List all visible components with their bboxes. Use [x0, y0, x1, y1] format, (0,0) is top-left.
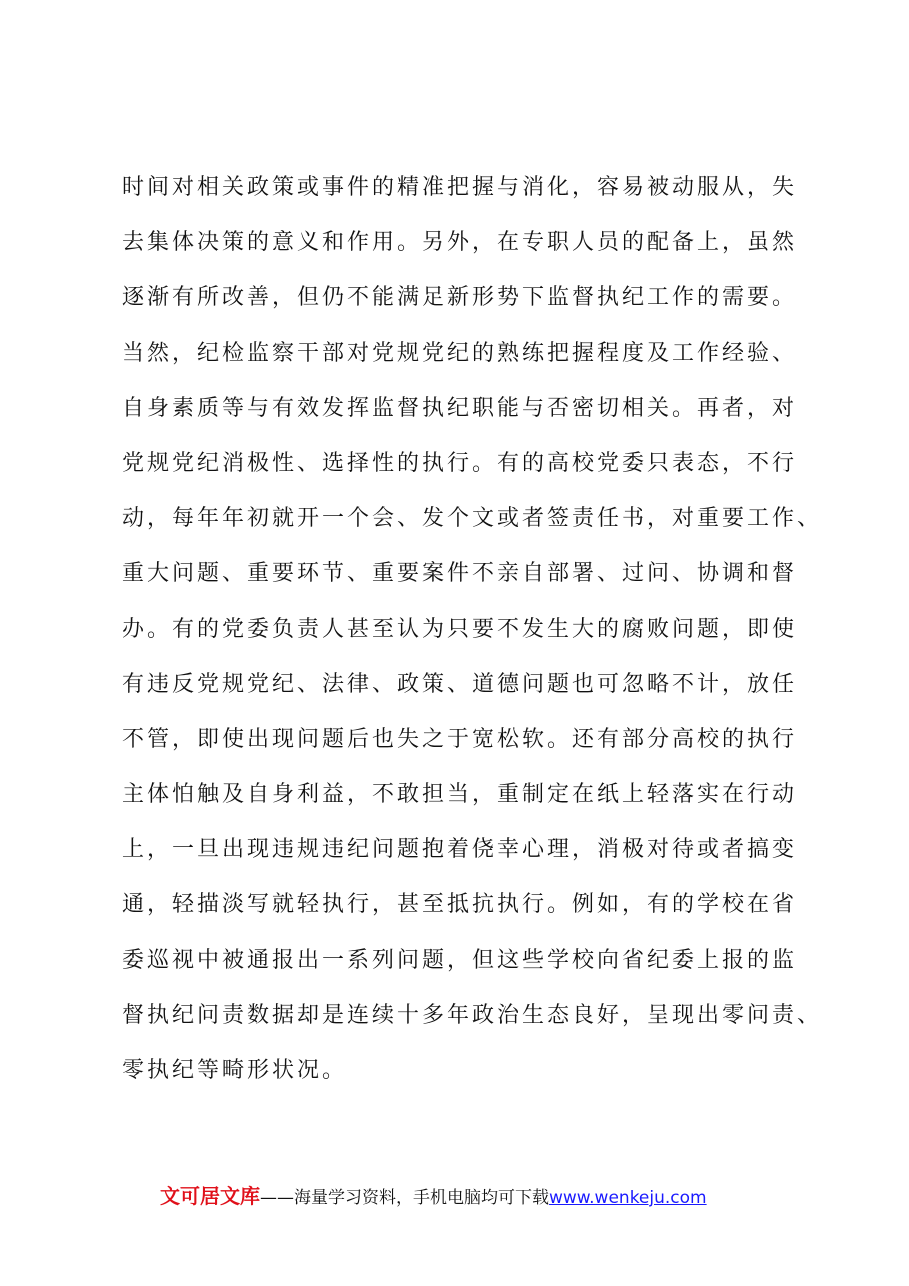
- text-line: 去集体决策的意义和作用。另外，在专职人员的配备上，虽然: [122, 230, 798, 256]
- text-line: 时间对相关政策或事件的精准把握与消化，容易被动服从，失: [122, 175, 798, 200]
- text-line: 办。有的党委负责人甚至认为只要不发生大的腐败问题，即使: [122, 616, 798, 642]
- text-line: 委巡视中被通报出一系列问题，但这些学校向省纪委上报的监: [122, 947, 798, 973]
- text-line: 逐渐有所改善，但仍不能满足新形势下监督执纪工作的需要。: [122, 285, 798, 311]
- text-line: 主体怕触及自身利益，不敢担当，重制定在纸上轻落实在行动: [122, 782, 798, 808]
- text-line: 不管，即使出现问题后也失之于宽松软。还有部分高校的执行: [122, 726, 798, 752]
- text-line: 上，一旦出现违规违纪问题抱着侥幸心理，消极对待或者搞变: [122, 837, 798, 863]
- website-link[interactable]: www.wenkeju.com: [549, 1188, 707, 1208]
- footer-banner: [160, 1180, 860, 1212]
- text-line: 动，每年年初就开一个会、发个文或者签责任书，对重要工作、: [122, 506, 823, 532]
- text-line: 督执纪问责数据却是连续十多年政治生态良好，呈现出零问责、: [122, 1002, 823, 1028]
- text-line: 有违反党规党纪、法律、政策、道德问题也可忽略不计，放任: [122, 671, 798, 697]
- text-line: 重大问题、重要环节、重要案件不亲自部署、过问、协调和督: [122, 561, 798, 587]
- text-line: 当然，纪检监察干部对党规党纪的熟练把握程度及工作经验、: [122, 340, 798, 366]
- footer-tagline: ——海量学习资料，手机电脑均可下载: [260, 1188, 549, 1208]
- text-line: 通，轻描淡写就轻执行，甚至抵抗执行。例如，有的学校在省: [122, 892, 798, 918]
- text-line: 零执纪等畸形状况。: [122, 1058, 348, 1083]
- text-line: 自身素质等与有效发挥监督执纪职能与否密切相关。再者，对: [122, 395, 798, 421]
- body-paragraph: [122, 160, 823, 1098]
- text-line: 党规党纪消极性、选择性的执行。有的高校党委只表态，不行: [122, 450, 798, 476]
- brand-name: 文可居文库: [160, 1184, 260, 1208]
